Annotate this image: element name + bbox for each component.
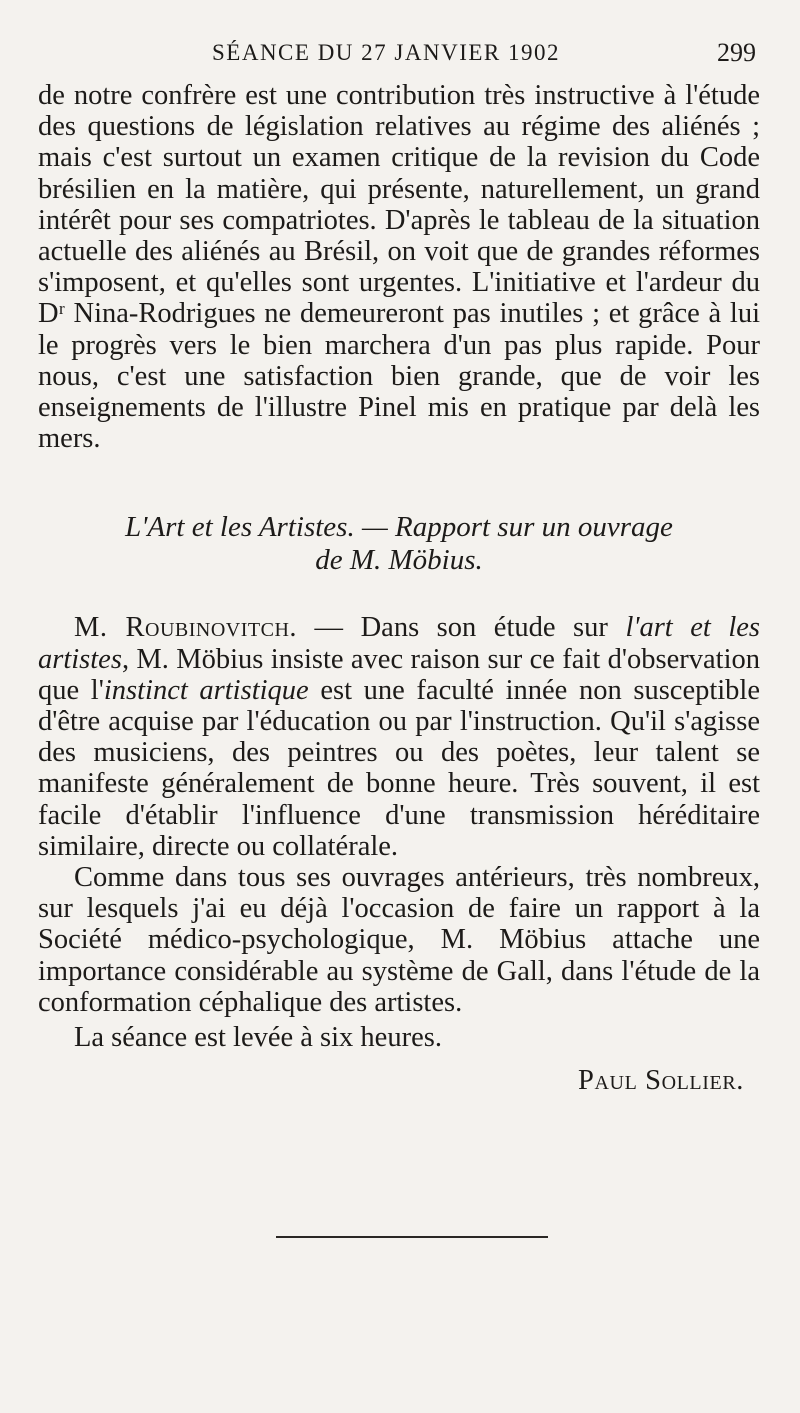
emphasis-text: instinct artistique [103,674,309,706]
paragraph-roubinovitch [38,612,760,862]
page-header [0,36,800,76]
section-title-line-1: L'Art et les Artistes. — Rapport sur un ouvrage [125,511,673,544]
horizontal-rule [276,1236,548,1238]
paragraph-continuation: de notre confrère est une contribution très instructive à l'étude des questions de législation relatives au régime des aliénés ; mais c'est surtout un examen critique de la revision du Code brésilien en la matière, qui présente, naturellement, un grand intérêt pour ses compatriotes. D'après le tableau de la situation actuelle des aliénés au Brésil, on voit que de grandes réformes s'imposent, et qu'elles sont urgentes. L'initiative et l'ardeur du Dʳ Nina-Rodrigues ne demeureront pas inutiles ; et grâce à lui le progrès vers le bien marchera d'un pas plus rapide. Pour nous, c'est une satisfaction bien grande, que de voir les enseignements de l'illustre Pinel mis en pratique par delà les mers. [38,80,760,455]
paragraph-text: , M. Möbius insiste avec raison sur ce fait d'observation que l' [38,643,760,706]
paragraph-text: — Dans son étude sur [297,612,626,644]
body-text [38,80,760,1096]
signature: Paul Sollier. [578,1065,744,1097]
speaker-name: M. Roubinovitch. [74,612,298,644]
page-number: 299 [717,38,756,67]
section-title-line-2: de M. Möbius. [315,544,483,577]
closing-line: La séance est levée à six heures. [74,1022,442,1054]
running-head: SÉANCE DU 27 JANVIER 1902 [212,40,560,65]
section-title [38,511,760,577]
paragraph-mobius: Comme dans tous ses ouvrages antérieurs, très nombreux, sur lesquels j'ai eu déjà l'occasion de faire un rapport à la Société médico-psychologique, M. Möbius attache une importance considérable au système de Gall, dans l'étude de la conformation céphalique des artistes. [38,862,760,1018]
book-title: l'art et les artistes [38,612,761,675]
paragraph-text: est une faculté innée non susceptible d'être acquise par l'éducation ou par l'instruction. Qu'il s'agisse des musiciens, des peintres ou des poètes, leur talent se manifeste généralement de bonne heure. Très souvent, il est facile d'établir l'influence d'une transmission héréditaire similaire, directe ou collatérale. [38,674,761,862]
